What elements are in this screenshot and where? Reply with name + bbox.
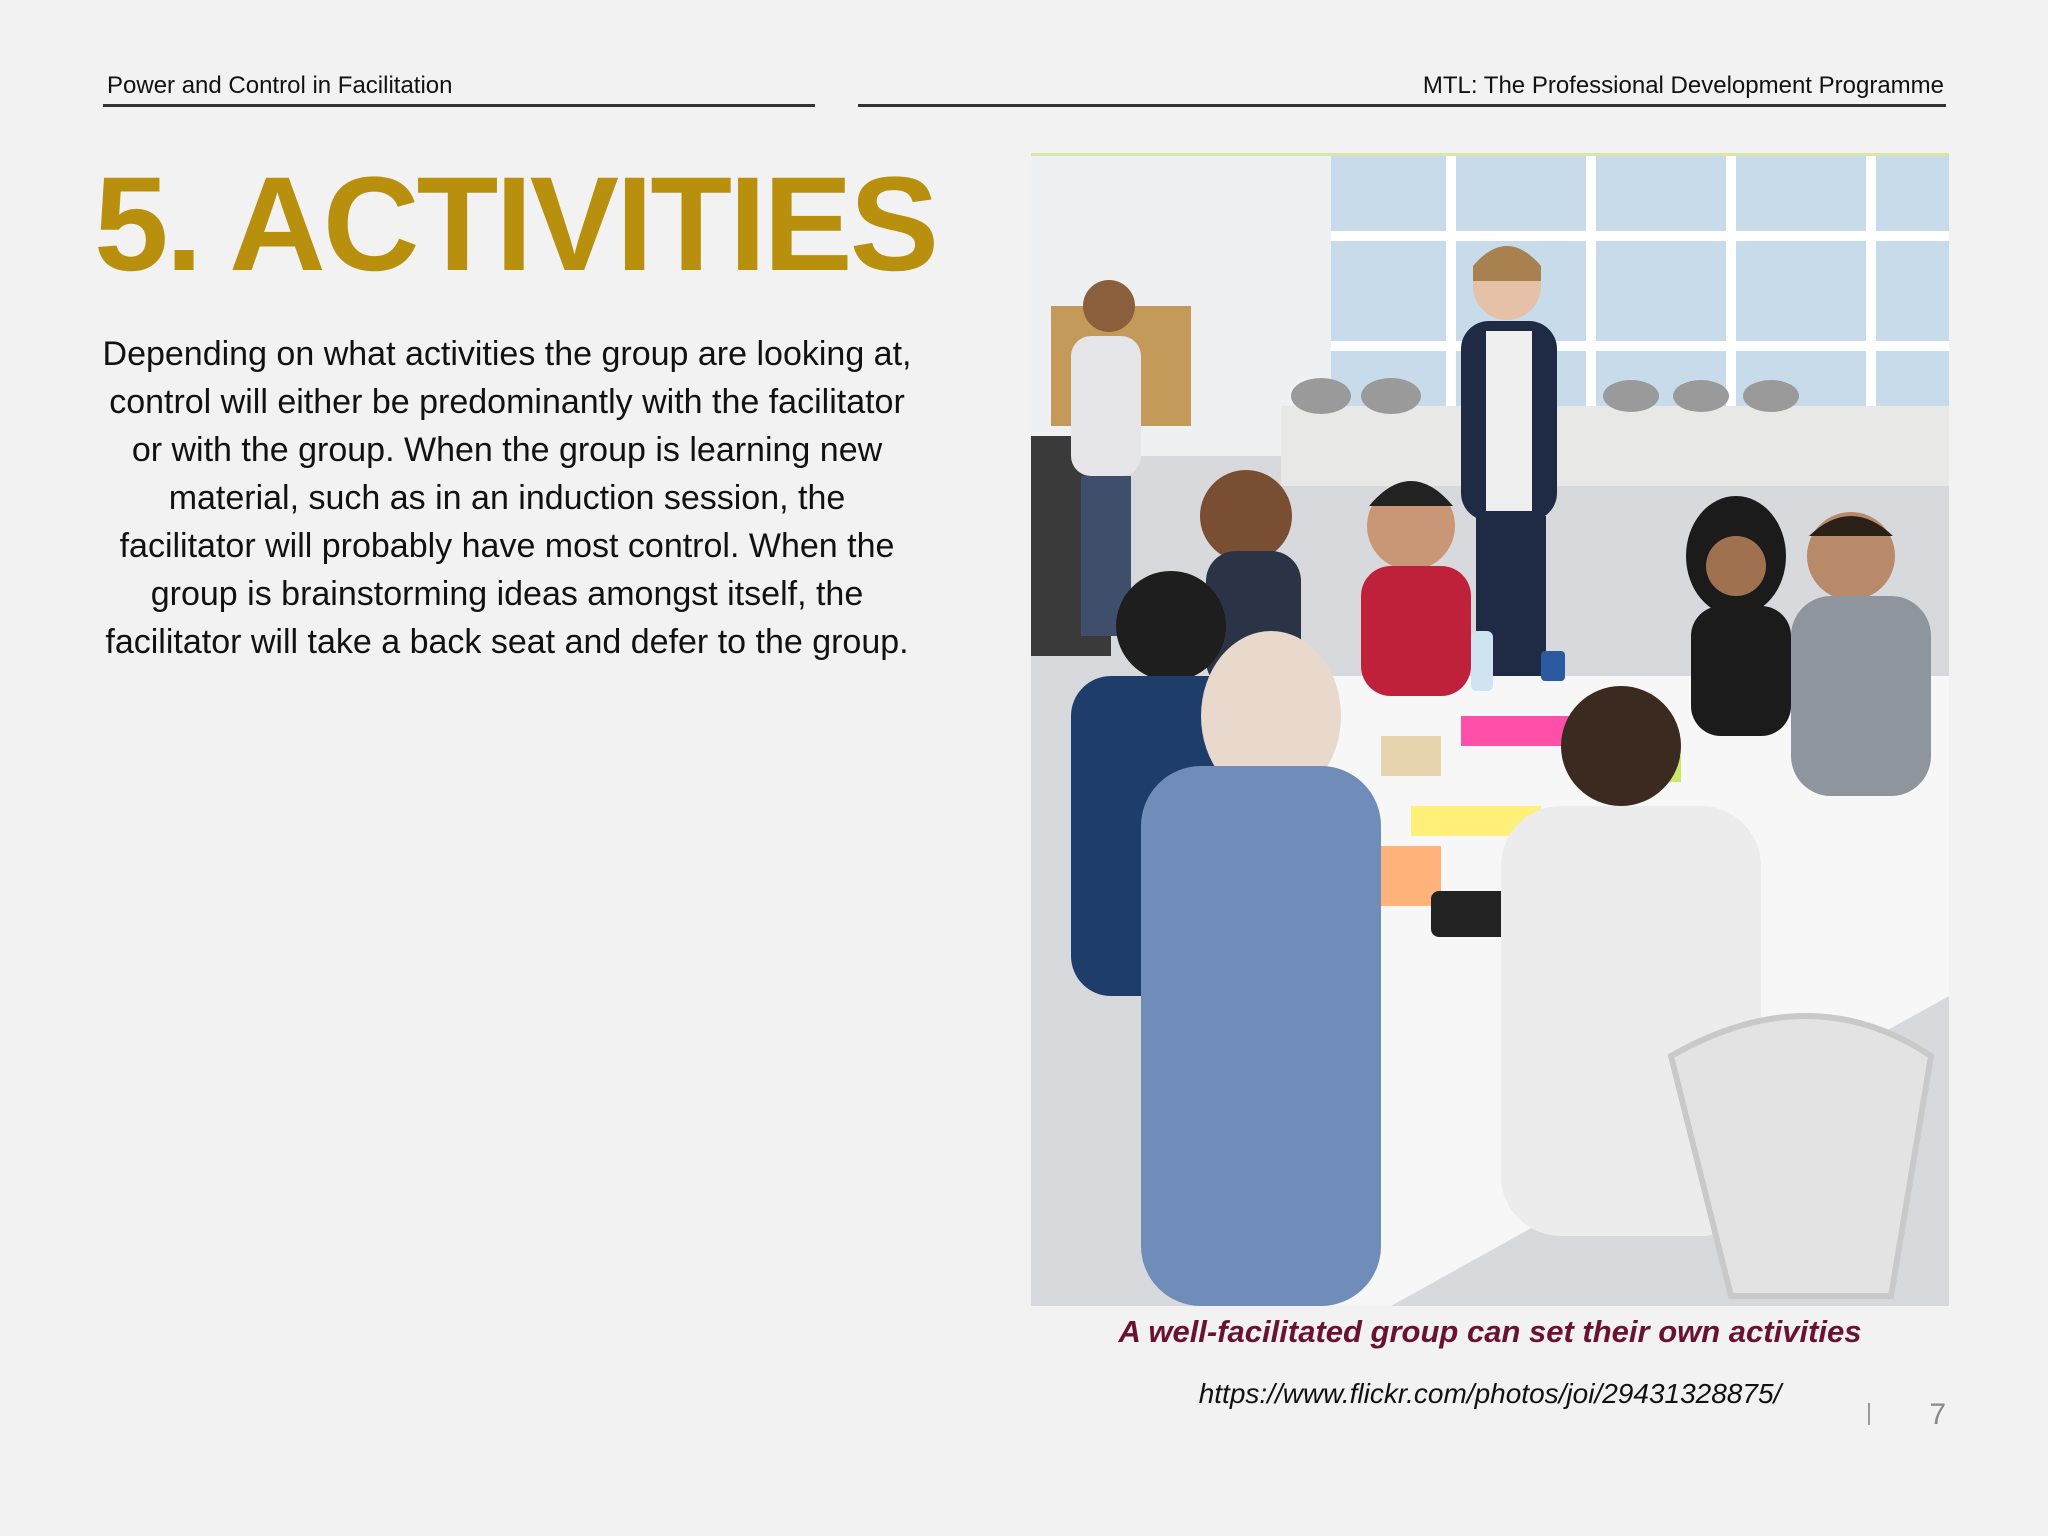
photo-source-link[interactable]: https://www.flickr.com/photos/joi/29431328875/ (1198, 1378, 1782, 1409)
header-right (858, 66, 1946, 107)
page-title: 5. ACTIVITIES (94, 150, 937, 299)
page-number-divider (1868, 1403, 1870, 1425)
header-left-title: Power and Control in Facilitation (107, 72, 453, 99)
body-paragraph: Depending on what activities the group are looking at, control will either be predominantly with the facilitator or with the group. When the group is learning new material, such as in an induction session, the facilitator will probably have most control. When the group is brainstorming ideas amongst itself, the facilitator will take a back seat and defer to the group. (102, 335, 912, 661)
photo-caption: A well-facilitated group can set their own activities (1118, 1314, 1862, 1349)
header-right-title: MTL: The Professional Development Programme (1422, 72, 1944, 99)
header-left (103, 66, 815, 107)
group-activity-photo (1031, 153, 1949, 1306)
page-number: 7 (1929, 1398, 1946, 1431)
